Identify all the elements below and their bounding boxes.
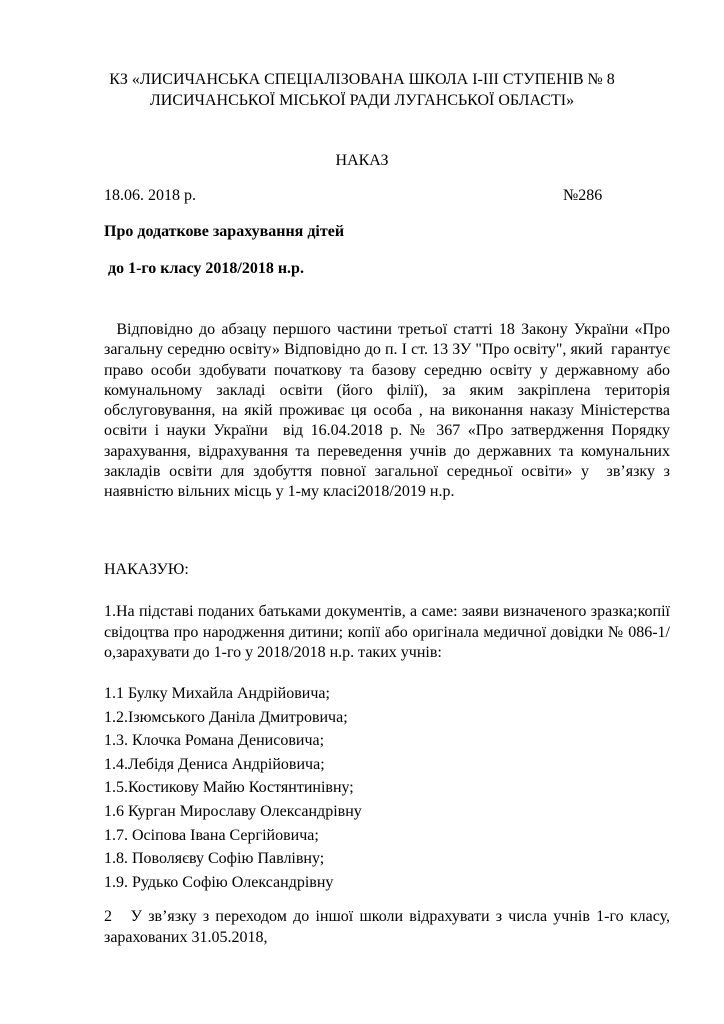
subject-line-2: до 1-го класу 2018/2018 н.р.: [104, 260, 304, 277]
item-1-paragraph: 1.На підставі поданих батьками документів, а саме: заяви визначеного зразка;копії свідоцтва про народження дитини; копії або оригінала медичної довідки № 086-1/о,зарахувати до 1-го у 2018/2018 н.р. таких учнів:: [104, 603, 670, 661]
students-list: [104, 684, 362, 896]
list-item: 1.4.Лебідя Дениса Андрійовича;: [104, 755, 325, 773]
list-item: 1.2.Ізюмського Даніла Дмитровича;: [104, 708, 348, 726]
list-item: 1.1 Булку Михайла Андрійовича;: [104, 685, 330, 702]
school-name-line-2: ЛИСИЧАНСЬКОЇ МІСЬКОЇ РАДИ ЛУГАНСЬКОЇ ОБЛАСТІ»: [149, 92, 575, 109]
list-item: 1.5.Костикову Майю Костянтинівну;: [104, 779, 354, 797]
school-name-line-1: КЗ «ЛИСИЧАНСЬКА СПЕЦІАЛІЗОВАНА ШКОЛА І-ІІІ СТУПЕНІВ № 8: [109, 71, 615, 88]
list-item: 1.6 Курган Мирославу Олександрівну: [104, 802, 362, 820]
item-2-paragraph: 2 У зв’язку з переходом до іншої школи відрахувати з числа учнів 1-го класу, зарахованих 31.05.2018,: [104, 908, 674, 946]
list-item: 1.8. Поволяєву Софію Павлівну;: [104, 850, 325, 868]
document-title: НАКАЗ: [335, 152, 389, 169]
order-number: №286: [563, 187, 603, 204]
list-item: 1.9. Рудько Софію Олександрівну: [104, 873, 334, 891]
subject-line-1: Про додаткове зарахування дітей: [104, 223, 345, 240]
preamble-paragraph: Відповідно до абзацу першого частини третьої статті 18 Закону України «Про загальну середню освіту» Відповідно до п. I ст. 13 ЗУ "Про освіту", який гарантує право особи здобувати початкову та базову середню освіту у державному або комунальному закладі освіти (його філії), за яким закріплена територія обслуговування, на якій проживає ця особа , на виконання наказу Міністерства освіти і науки України від 16.04.2018 р. № 367 «Про затвердження Порядку зарахування, відрахування та переведення учнів до державних та комунальних закладів освіти для здобуття повної загальної середньої освіти» у зв’язку з наявністю вільних місць у 1-му класі2018/2019 н.р.: [104, 321, 674, 501]
command-heading: НАКАЗУЮ:: [104, 561, 189, 578]
list-item: 1.3. Клочка Романа Денисовича;: [104, 732, 325, 750]
order-date: 18.06. 2018 р.: [104, 187, 196, 204]
list-item: 1.7. Осіпова Івана Сергійовича;: [104, 826, 319, 844]
